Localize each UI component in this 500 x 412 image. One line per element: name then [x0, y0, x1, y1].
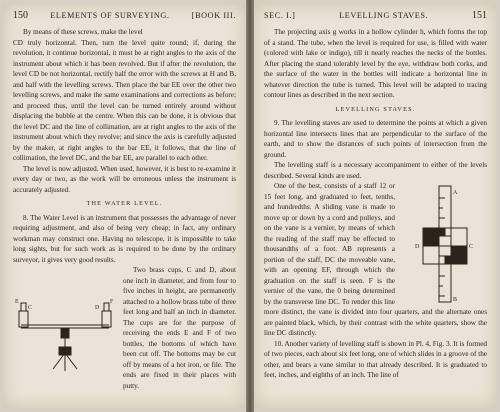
paragraph: The level is now adjusted. When used, however, it is best to re-examine it every day or two, as the work will be erroneous unless the instrument is accurately adjusted.: [13, 164, 236, 194]
fig-label-f2: F: [453, 256, 457, 262]
book-gutter: [246, 0, 254, 412]
fig-label-d2: D: [415, 244, 420, 250]
left-body-text: [13, 27, 236, 391]
left-page-number: 150: [13, 10, 28, 21]
fig-label-c2: C: [469, 244, 474, 250]
paragraph: CD truly horizontal. Then, turn the level quite round; if, during the revolution, it continue horizontal, it must be at right angles to the axis of the instrument about which it has been revolved. But if after the revolution, the level CD be not horizontal, rectify half the error with the screws at H and B, and half with the levelling screws. Then place the bar EE over the other two levelling screws, and make the same examinations and corrections as before; and proceed thus, until the level can be turned entirely around without displacing the bubble at the centre. When this can be done, it is obvious that the level DC and the line of collimation, are at right angles to the axis of the instrument about which they revolve; and since the axis is carefully adjusted by the maker, at right angles to the bar EE, it follows, that the line of collimation, the level DC, and the bar EE, are parallel to each other.: [13, 38, 236, 162]
levelling-staff-illustration: [401, 184, 487, 304]
right-page: [254, 4, 497, 408]
paragraph: 8. The Water Level is an instrument that possesses the advantage of never requiring adjustment, and also of being very cheap; in fact, any ordinary workman may construct one. Having no telescope, it is impossible to take long sights, but for such work as is required to be done by the ordinary surveyor, it gives very good results.: [13, 213, 236, 264]
levelling-staff-figure: [401, 184, 487, 304]
paragraph: The projecting axis g works in a hollow cylinder h, which forms the top of a stand. The tube, when the level is required for use, is filled with water (colored with lake or indigo), till it nearly reaches the necks of the bottles. After placing the stand tolerably level by the eye, withdraw both corks, and the surface of the water in the bottles will indicate a horizontal line in whatever direction the tube is turned. This level will be adapted to tracing contour lines as described in the next section.: [264, 28, 487, 99]
paragraph: Two brass cups, C and D, about one inch in diameter, and from four to five inches in height, are permanently attached to a hollow brass tube of three feet long and half an inch in diameter. The cups are for the purpose of receiving the ends E and F of two bottles, the bottoms of which have been cut off. The bottoms may be cut off by means of a hot iron, or file. The ends are fixed in their places with putty.: [123, 266, 236, 390]
right-page-number: 151: [471, 10, 487, 21]
paragraph: 9. The levelling staves are used to determine the points at which a given horizontal line intersects lines that are perpendicular to the surface of the earth, and to show the distances of such points of intersection from the ground.: [264, 119, 487, 159]
paragraph: By means of these screws, make the level: [23, 28, 143, 36]
right-body-text: [264, 27, 487, 381]
fig-label-c: C: [28, 305, 33, 311]
fig-label-b: B: [453, 297, 458, 303]
section-heading-water-level: THE WATER LEVEL.: [86, 200, 163, 207]
left-running-head: [13, 10, 236, 21]
left-running-title: ELEMENTS OF SURVEYING.: [50, 11, 170, 20]
fig-label-e2: E: [431, 232, 435, 238]
paragraph: The levelling staff is a necessary accompaniment to either of the levels described. Several kinds are used.: [264, 161, 487, 180]
fig-label-f: F: [110, 299, 114, 305]
left-running-book: [BOOK III.: [191, 11, 236, 20]
section-heading-levelling-staves: LEVELLING STAVES.: [335, 105, 416, 113]
paragraph: One of the best, consists of a staff 12 or 15 feet long, and graduated to feet, tenths, and hundredths. A sliding vane is made to move up or down by a cord and pulleys, and on the vane is a vernier, by means of which the reading of the staff may be effected to thousandths of a foot. AB represents a portion of the staff, DC the moveable vane, with an opening EF, through which the graduation on the staff is seen. F is the vernier of the vane, the 0 being determined by the transverse line DC. To render this line more distinct, the vane is divided into four quarters, and the alternate ones are painted black, which, by their contrast with the white quarters, show the line DC distinctly.: [264, 182, 487, 337]
water-level-illustration: [13, 267, 117, 387]
paragraph: 10. Another variety of levelling staff is shown in Pl. 4, Fig. 3. It is formed of two pieces, each about six feet long, one of which slides in a groove of the other, and bears a vane similar to that already described. It is graduated to feet, inches, and eighths of an inch. The line of: [264, 339, 487, 379]
fig-label-e: E: [15, 299, 19, 305]
water-level-figure: [13, 267, 117, 387]
fig-label-d: D: [95, 305, 100, 311]
left-page: [3, 4, 246, 408]
right-running-head: [264, 10, 487, 21]
fig-label-a: A: [453, 190, 458, 196]
right-running-title: LEVELLING STAVES.: [339, 11, 429, 20]
right-running-sec: SEC. I.]: [264, 11, 296, 20]
